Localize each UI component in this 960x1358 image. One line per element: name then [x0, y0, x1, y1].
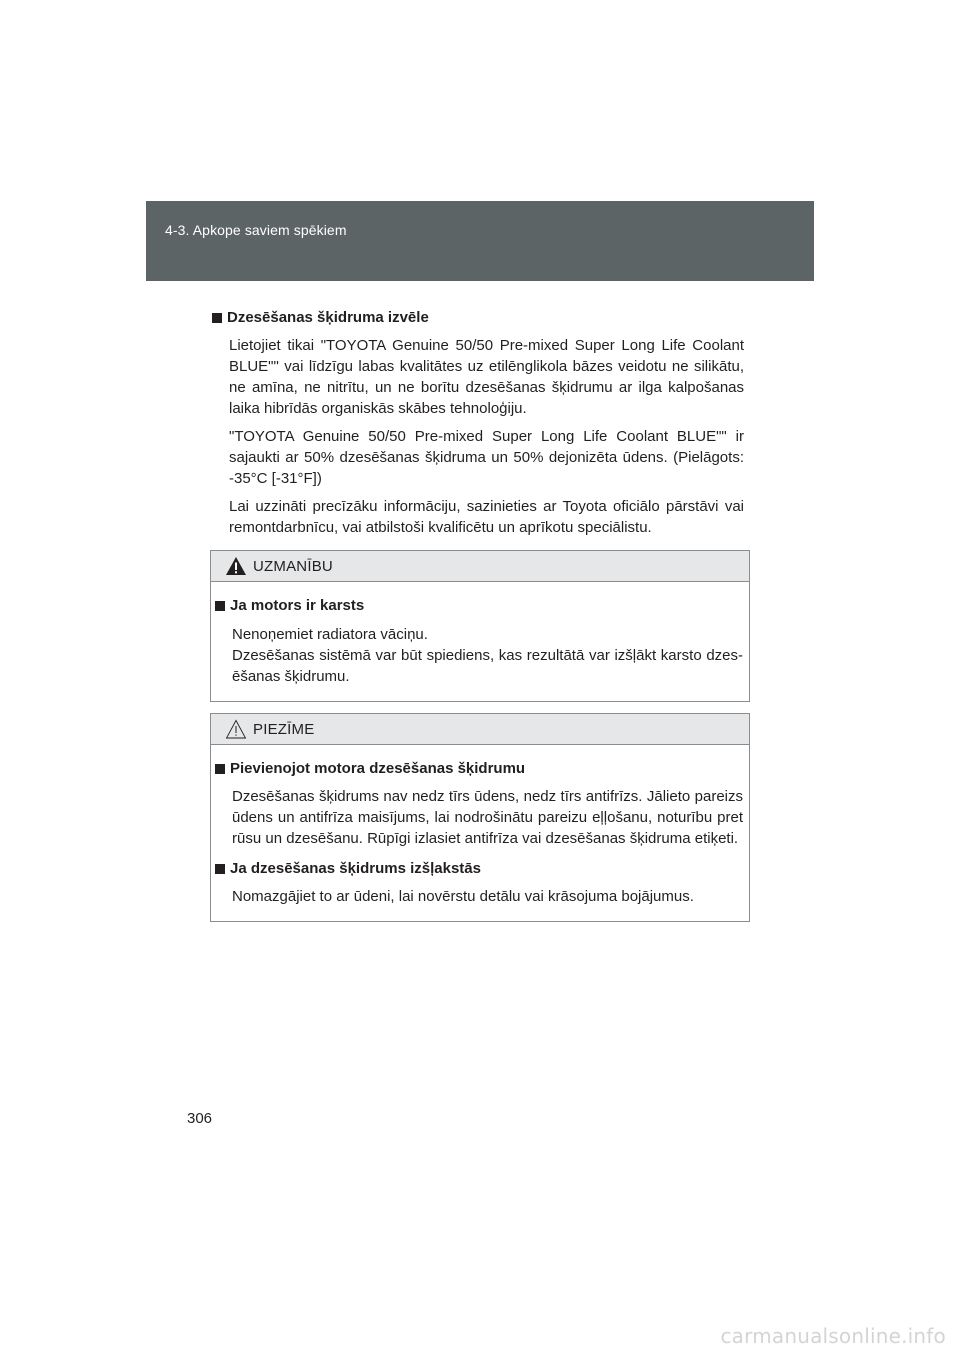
chapter-section-label: 4-3. Apkope saviem spēkiem	[165, 222, 347, 238]
hot-engine-line: Nenoņemiet radiatora vāciņu.	[232, 626, 428, 643]
coolant-selection-heading	[212, 308, 744, 328]
notice-box-label: PIEZĪME	[253, 720, 315, 738]
notice-box-body	[211, 745, 749, 921]
square-bullet-icon	[215, 764, 225, 774]
warning-triangle-outline-icon	[225, 719, 247, 739]
chapter-header-band	[146, 201, 814, 281]
coolant-selection-paragraph: "TOYOTA Genuine 50/50 Pre-mixed Super Long Life Coolant BLUE"" ir sajaukti ar 50% dzesēšanas šķidruma un 50% dejonizēta ūdens. (Pielāgots: -35°C [-31°F])	[229, 428, 744, 487]
coolant-selection-paragraph: Lietojiet tikai "TOYOTA Genuine 50/50 Pre-mixed Super Long Life Coolant BLUE"" vai līdzīgu labas kvalitātes uz etilēnglikola bāzes veidotu ne silikātu, ne amīna, ne nitrītu, un ne borītu dzesēšanas šķidrumu ar ilga kalpošanas laika hibrīdās organiskās skābes tehnoloģiju.	[229, 337, 744, 417]
coolant-spill-text: Nomazgājiet to ar ūdeni, lai novērstu detālu vai krāsojuma bojājumus.	[232, 888, 694, 905]
page-number: 306	[187, 1110, 213, 1127]
square-bullet-icon	[212, 313, 222, 323]
caution-box-body	[211, 582, 749, 701]
adding-coolant-text: Dzesēšanas šķidrums nav nedz tīrs ūdens, nedz tīrs antifrīzs. Jālieto pareizs ūdens un antifrīza maisījums, lai nodrošinātu pareizu eļļošanu, noturību pret rūsu un dzesēšanu. Rūpīgi izlasiet antifrīza vai dzesēšanas šķidruma etiķeti.	[232, 788, 743, 847]
caution-box-header	[211, 551, 749, 582]
caution-box-label: UZMANĪBU	[253, 557, 333, 575]
adding-coolant-heading	[215, 759, 743, 779]
adding-coolant-title: Pievienojot motora dzesēšanas šķidrumu	[230, 760, 526, 777]
coolant-spill-title: Ja dzesēšanas šķidrums izšļakstās	[230, 860, 481, 877]
coolant-selection-title: Dzesēšanas šķidruma izvēle	[227, 309, 429, 326]
caution-box	[210, 550, 750, 702]
coolant-spill-heading	[215, 859, 743, 879]
watermark: carmanualsonline.info	[720, 1324, 946, 1348]
notice-box	[210, 713, 750, 922]
notice-box-header	[211, 714, 749, 745]
hot-engine-text	[232, 624, 743, 687]
hot-engine-title: Ja motors ir karsts	[230, 597, 365, 614]
hot-engine-line: Dzesēšanas sistēmā var būt spiediens, kas rezultātā var izšļākt karsto dzes-ēšanas šķidrumu.	[232, 647, 743, 685]
coolant-selection-paragraph: Lai uzzināti precīzāku informāciju, sazinieties ar Toyota oficiālo pārstāvi vai remontdarbnīcu, vai atbilstoši kvalificētu un aprīkotu speciālistu.	[229, 498, 744, 536]
hot-engine-heading	[215, 596, 743, 616]
coolant-selection-section	[212, 308, 744, 538]
square-bullet-icon	[215, 864, 225, 874]
square-bullet-icon	[215, 601, 225, 611]
warning-triangle-filled-icon	[225, 556, 247, 576]
